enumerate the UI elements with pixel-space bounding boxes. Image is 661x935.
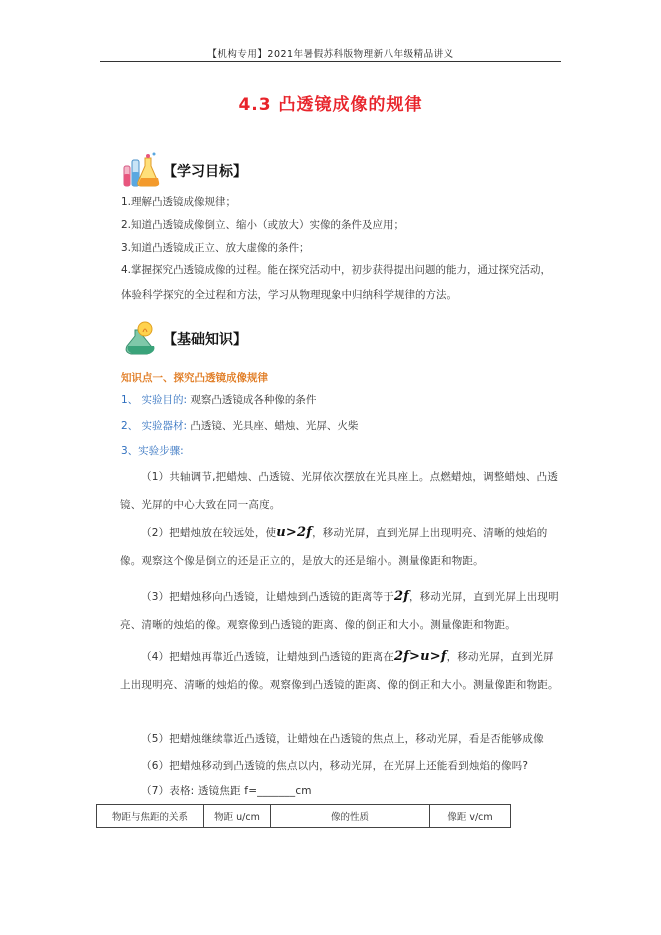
observation-table <box>96 804 511 828</box>
table-header-cell: 像距 v/cm <box>430 805 511 828</box>
step-6: （6）把蜡烛移动到凸透镜的焦点以内，移动光屏，在光屏上还能看到烛焰的像吗? <box>141 760 529 772</box>
math-2f: 2f <box>393 589 410 604</box>
step-3 <box>120 583 560 639</box>
step-7: （7）表格: 透镜焦距 f=_______cm <box>141 785 312 797</box>
setup-item-1 <box>121 394 316 407</box>
page-title: 4.3 凸透镜成像的规律 <box>238 95 423 115</box>
steps-label: 3、实验步骤: <box>121 445 184 457</box>
header-divider <box>100 61 561 62</box>
goal-item-3: 3.知道凸透镜成正立、放大虚像的条件； <box>121 242 310 254</box>
step-2 <box>120 519 560 575</box>
table-header-cell: 物距与焦距的关系 <box>97 805 204 828</box>
setup-number: 2、 <box>121 420 139 432</box>
step-4-text-b: ，移动光屏，直到光屏上出现明亮、清晰的烛焰的像。观察像到凸透镜的距离、像的倒正和大小。测量像距和物距。 <box>120 651 559 691</box>
table-header-cell: 像的性质 <box>271 805 430 828</box>
step-2-text-a: （2）把蜡烛放在较远处，使 <box>141 527 277 539</box>
section-goals-heading <box>121 152 247 190</box>
flask-bulb-icon <box>121 320 161 358</box>
step-4-text-a: （4）把蜡烛再靠近凸透镜，让蜡烛到凸透镜的距离在 <box>141 651 394 663</box>
section-basics-heading <box>121 320 247 358</box>
math-2f-gt-u-gt-f: 2f>u>f <box>393 649 447 664</box>
setup-number: 1、 <box>121 394 139 406</box>
lab-flask-icon <box>121 152 161 190</box>
table-header-row <box>97 805 511 828</box>
page-header: 【机构专用】2021年暑假苏科版物理新八年级精品讲义 <box>207 49 454 60</box>
step-1: （1）共轴调节,把蜡烛、凸透镜、光屏依次摆放在光具座上。点燃蜡烛，调整蜡烛、凸透镜、光屏的中心大致在同一高度。 <box>120 471 559 511</box>
setup-text: 观察凸透镜成各种像的条件 <box>190 394 317 406</box>
section-basics-label: 【基础知识】 <box>163 332 247 348</box>
setup-text: 凸透镜、光具座、蜡烛、光屏、火柴 <box>190 420 359 432</box>
table-header-cell: 物距 u/cm <box>204 805 271 828</box>
setup-label: 实验器材: <box>141 420 188 432</box>
goal-item-1: 1.理解凸透镜成像规律； <box>121 196 237 208</box>
step-5: （5）把蜡烛继续靠近凸透镜，让蜡烛在凸透镜的焦点上，移动光屏，看是否能够成像 <box>141 733 544 745</box>
goal-item-4: 4.掌握探究凸透镜成像的过程。能在探究活动中，初步获得提出问题的能力，通过探究活动，体验科学探究的全过程和方法，学习从物理现象中归纳科学规律的方法。 <box>121 264 552 301</box>
step-4 <box>120 643 560 699</box>
setup-label: 实验目的: <box>141 394 188 406</box>
math-u-gt-2f: u>2f <box>276 525 313 540</box>
goal-item-2: 2.知道凸透镜成像倒立、缩小（或放大）实像的条件及应用； <box>121 219 405 231</box>
section-goals-label: 【学习目标】 <box>163 164 247 180</box>
step-2-text-b: ，移动光屏，直到光屏上出现明亮、清晰的烛焰的像。观察这个像是倒立的还是正立的，是放大的还是缩小。测量像距和物距。 <box>120 527 548 567</box>
step-3-text-a: （3）把蜡烛移向凸透镜，让蜡烛到凸透镜的距离等于 <box>141 591 394 603</box>
step-3-text-b: ，移动光屏，直到光屏上出现明亮、清晰的烛焰的像。观察像到凸透镜的距离、像的倒正和大小。测量像距和物距。 <box>120 591 559 631</box>
knowledge-point-heading: 知识点一、探究凸透镜成像规律 <box>121 372 268 384</box>
setup-item-2 <box>121 420 358 433</box>
